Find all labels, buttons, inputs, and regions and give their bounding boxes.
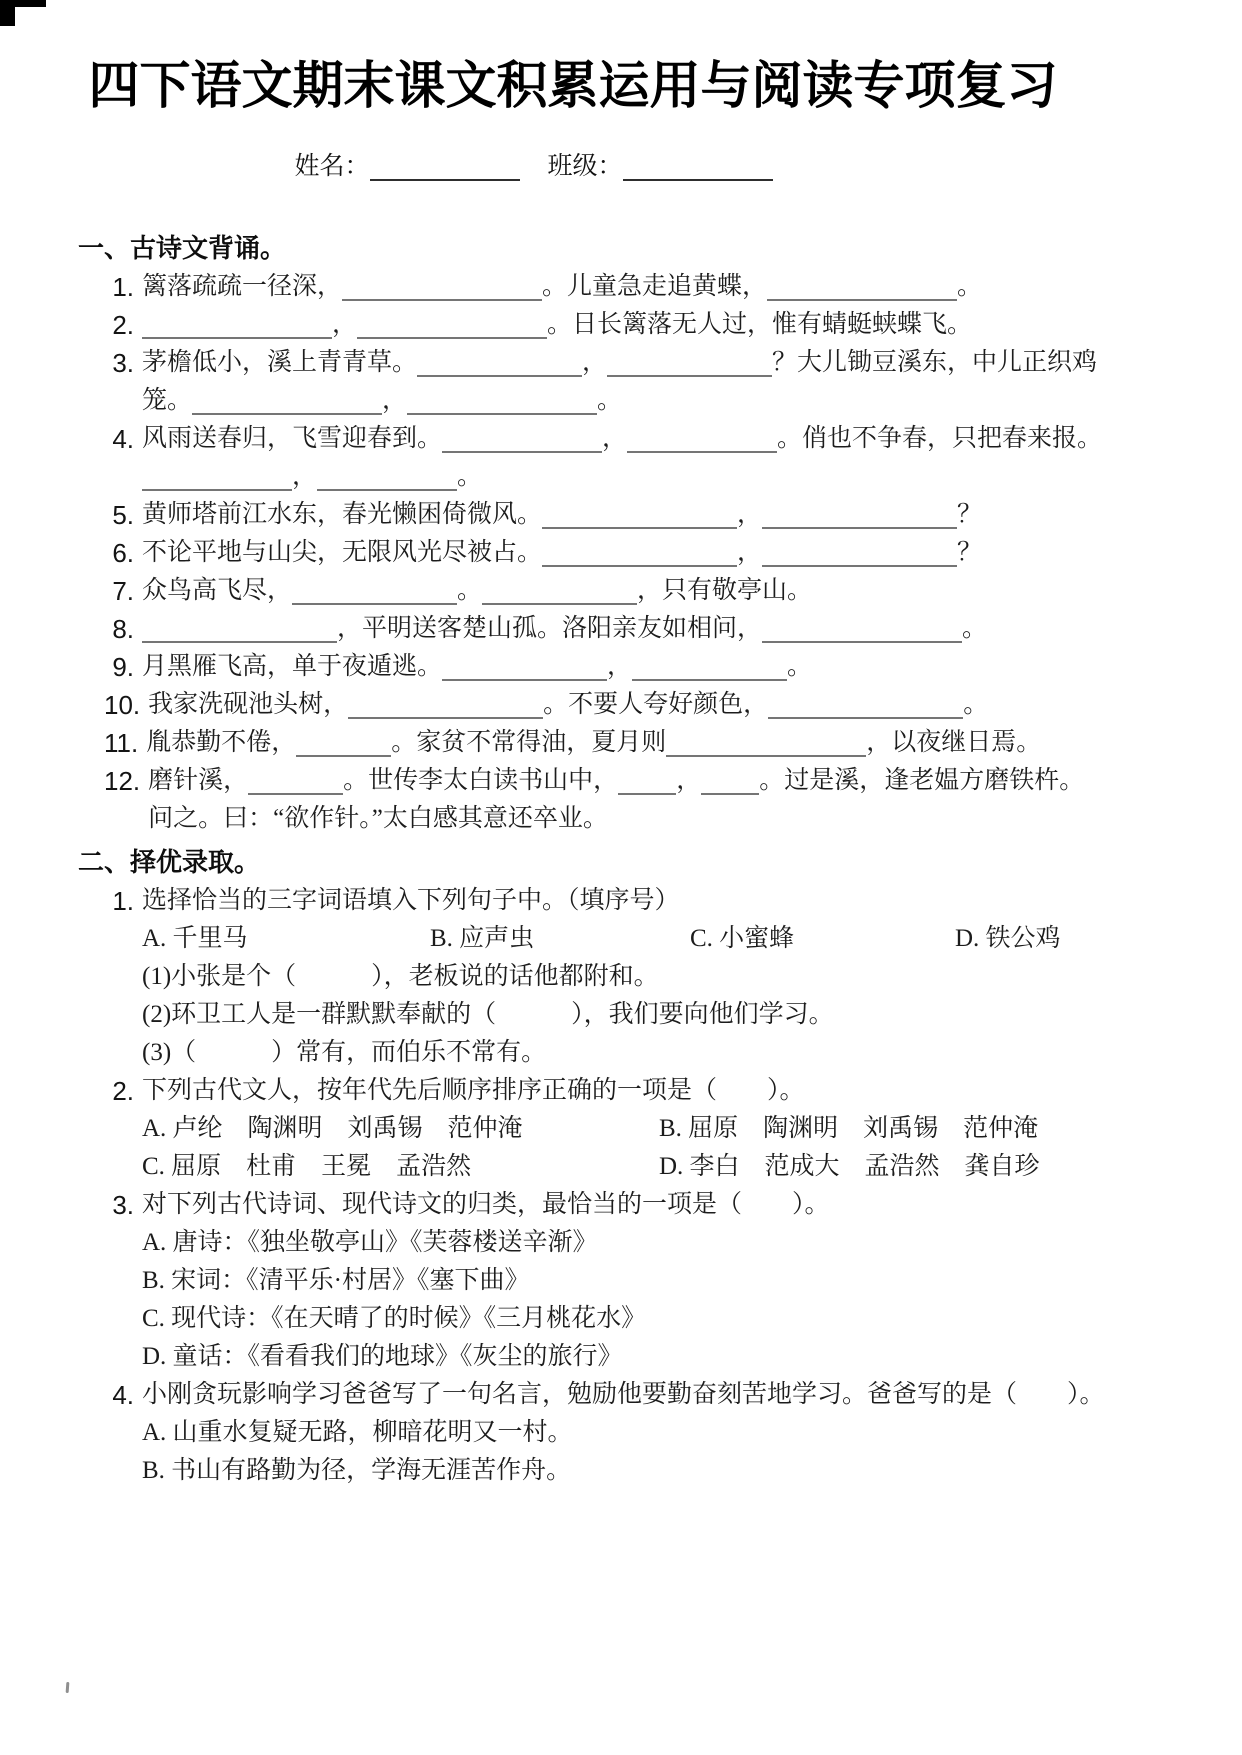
poem-item [104,572,1214,610]
poem-text: ？大儿锄豆溪东，中儿正织鸡 [772,349,1098,376]
item-number: 1. [112,272,134,302]
poem-text: 黄师塔前江水东，春光懒困倚微风。 [142,501,543,528]
worksheet-body [78,228,1214,1490]
poem-text: ， [737,501,763,528]
choice-item [104,1072,1214,1186]
poem-line [142,610,1214,648]
poem-line [148,686,1214,724]
question-stem: 对下列古代诗词、现代诗文的归类，最恰当的一项是（ ）。 [142,1191,830,1218]
item-number: 12. [104,766,141,796]
item-content [146,724,1214,762]
answer-blank[interactable] [442,653,607,681]
option-line: A. 唐诗：《独坐敬亭山》《芙蓉楼送辛渐》 [142,1229,598,1256]
option-label: D. 铁公鸡 [955,925,1061,952]
section1-items [78,268,1214,838]
item-number: 10. [104,690,141,720]
answer-blank[interactable] [762,501,957,529]
poem-line [148,762,1214,800]
poem-item [104,648,1214,686]
poem-line [142,382,1214,420]
poem-item [104,268,1214,306]
section2-heading: 二、择优录取。 [78,847,261,877]
answer-blank[interactable] [666,729,866,757]
option-line: (2)环卫工人是一群默默奉献的（ ），我们要向他们学习。 [142,1001,834,1028]
answer-blank[interactable] [296,729,391,757]
poem-text: ，只有敬亭山。 [637,577,813,604]
option-label: A. 卢纶 陶渊明 刘禹锡 范仲淹 [142,1115,523,1142]
section2-items [78,882,1214,1490]
option-line: (1)小张是个（ ），老板说的话他都附和。 [142,963,659,990]
poem-item [104,534,1214,572]
poem-text: ， [332,311,358,338]
poem-line [142,268,1214,306]
item-number: 2. [112,310,134,340]
option-label: D. 李白 范成大 孟浩然 龚自珍 [659,1153,1040,1180]
section1-heading: 一、古诗文背诵。 [78,233,287,263]
scan-artifact-corner-bar [0,0,46,7]
answer-blank[interactable] [627,425,777,453]
poem-line [142,306,1214,344]
item-content [142,1072,1214,1186]
item-content [142,610,1214,648]
option-label: C. 小蜜蜂 [690,925,795,952]
scan-artifact-dot [66,1682,70,1693]
item-content [142,268,1214,306]
item-number: 11. [104,728,139,758]
item-content [142,344,1214,420]
poem-text: ， [607,653,633,680]
poem-line [142,534,1214,572]
poem-text: ，以夜继日焉。 [866,729,1042,756]
answer-blank[interactable] [762,539,957,567]
poem-line [142,496,1214,534]
poem-text: 。过是溪，逢老媪方磨铁杵。 [759,767,1085,794]
poem-line [142,572,1214,610]
answer-blank[interactable] [348,691,543,719]
poem-line [146,724,1214,762]
options-row [142,1110,1214,1148]
poem-text: 。俏也不争春，只把春来报。 [777,425,1103,452]
answer-blank[interactable] [142,311,332,339]
option-label: A. 千里马 [142,925,248,952]
item-content [142,534,1214,572]
item-number: 4. [112,424,134,454]
poem-text: 我家洗砚池头树， [148,691,349,718]
option-label: C. 屈原 杜甫 王冕 孟浩然 [142,1153,472,1180]
answer-blank[interactable] [142,615,337,643]
poem-text: 笼。 [142,387,193,414]
option-label: B. 屈原 陶渊明 刘禹锡 范仲淹 [659,1115,1039,1142]
page-title: 四下语文期末课文积累运用与阅读专项复习 [88,57,1058,114]
poem-text: ，平明送客楚山孤。洛阳亲友如相问， [337,615,763,642]
poem-item [104,344,1214,420]
poem-text: 风雨送春归，飞雪迎春到。 [142,425,443,452]
poem-text: ， [292,463,318,490]
class-label: 班级： [547,152,623,180]
option-line: A. 山重水复疑无路，柳暗花明又一村。 [142,1419,573,1446]
poem-text: 。 [457,463,483,490]
item-number: 6. [112,538,134,568]
option-line: B. 宋词：《清平乐·村居》《塞下曲》 [142,1267,530,1294]
poem-item [104,496,1214,534]
item-content [148,686,1214,724]
poem-item [104,724,1214,762]
poem-text: 。 [963,691,989,718]
answer-blank[interactable] [292,577,457,605]
item-number: 8. [112,614,134,644]
poem-text: 。 [962,615,988,642]
answer-blank[interactable] [618,767,676,795]
poem-text: 篱落疏疏一径深， [142,273,343,300]
item-content [142,1186,1214,1376]
poem-text: 。 [787,653,813,680]
answer-blank[interactable] [542,539,737,567]
choice-item [104,1186,1214,1376]
poem-text: ， [676,767,702,794]
question-stem: 选择恰当的三字词语填入下列句子中。（填序号） [142,887,680,914]
poem-item [104,762,1214,838]
choice-item [104,882,1214,1072]
answer-blank[interactable] [767,273,957,301]
poem-text: 。不要人夸好颜色， [543,691,769,718]
answer-blank[interactable] [607,349,772,377]
poem-text: ， [582,349,608,376]
answer-blank[interactable] [762,615,962,643]
poem-item [104,306,1214,344]
item-number: 7. [112,576,134,606]
poem-text: ， [737,539,763,566]
poem-text: 胤恭勤不倦， [146,729,297,756]
answer-blank[interactable] [407,387,597,415]
poem-text: 。家贫不常得油，夏月则 [391,729,667,756]
answer-blank[interactable] [417,349,582,377]
poem-text: ？ [957,501,983,528]
answer-blank[interactable] [701,767,759,795]
name-input-blank[interactable] [370,153,520,181]
poem-text: 不论平地与山尖，无限风光尽被占。 [142,539,543,566]
class-input-blank[interactable] [623,153,773,181]
poem-text: 。儿童急走追黄蝶， [542,273,768,300]
option-line: (3)（ ）常有，而伯乐不常有。 [142,1039,547,1066]
poem-text: 问之。曰：“欲作针。”太白感其意还卒业。 [148,805,608,832]
poem-text: 茅檐低小，溪上青青草。 [142,349,418,376]
poem-text: 。世传李太白读书山中， [343,767,619,794]
item-content [142,572,1214,610]
answer-blank[interactable] [482,577,637,605]
options-row [142,920,1214,958]
answer-blank[interactable] [768,691,963,719]
item-content [142,306,1214,344]
answer-blank[interactable] [192,387,382,415]
item-number: 4. [112,1380,134,1410]
item-number: 3. [112,348,134,378]
poem-text: ？ [957,539,983,566]
poem-text: 月黑雁飞高，单于夜遁逃。 [142,653,443,680]
poem-text: 众鸟高飞尽， [142,577,293,604]
answer-blank[interactable] [142,463,292,491]
item-content [142,420,1214,496]
question-stem: 小刚贪玩影响学习爸爸写了一句名言，勉励他要勤奋刻苦地学习。爸爸写的是（ ）。 [142,1381,1105,1408]
name-label: 姓名： [294,152,370,180]
answer-blank[interactable] [632,653,787,681]
poem-text: 。 [957,273,983,300]
item-content [142,882,1214,1072]
option-line: B. 书山有路勤为径，学海无涯苦作舟。 [142,1457,572,1484]
item-content [142,496,1214,534]
item-content [142,1376,1214,1490]
item-number: 5. [112,500,134,530]
answer-blank[interactable] [542,501,737,529]
answer-blank[interactable] [442,425,602,453]
answer-blank[interactable] [342,273,542,301]
answer-blank[interactable] [248,767,343,795]
item-number: 9. [112,652,134,682]
item-content [142,648,1214,686]
poem-text: ， [382,387,408,414]
poem-line [142,458,1214,496]
option-label: B. 应声虫 [430,925,535,952]
poem-line [142,344,1214,382]
poem-item [104,420,1214,496]
poem-item [104,686,1214,724]
poem-line [142,420,1214,458]
item-number: 2. [112,1076,134,1106]
item-content [148,762,1214,838]
item-number: 3. [112,1190,134,1220]
choice-item [104,1376,1214,1490]
student-info-row [0,146,1242,182]
answer-blank[interactable] [317,463,457,491]
poem-text: 。日长篱落无人过，惟有蜻蜓蛱蝶飞。 [547,311,973,338]
question-stem: 下列古代文人，按年代先后顺序排序正确的一项是（ ）。 [142,1077,805,1104]
options-row [142,1148,1214,1186]
option-line: C. 现代诗：《在天晴了的时候》《三月桃花水》 [142,1305,647,1332]
poem-line [142,648,1214,686]
option-line: D. 童话：《看看我们的地球》《灰尘的旅行》 [142,1343,623,1370]
poem-text: 。 [457,577,483,604]
answer-blank[interactable] [357,311,547,339]
poem-item [104,610,1214,648]
poem-text: 。 [597,387,623,414]
item-number: 1. [112,886,134,916]
poem-text: 磨针溪， [148,767,249,794]
poem-line [148,800,1214,838]
poem-text: ， [602,425,628,452]
